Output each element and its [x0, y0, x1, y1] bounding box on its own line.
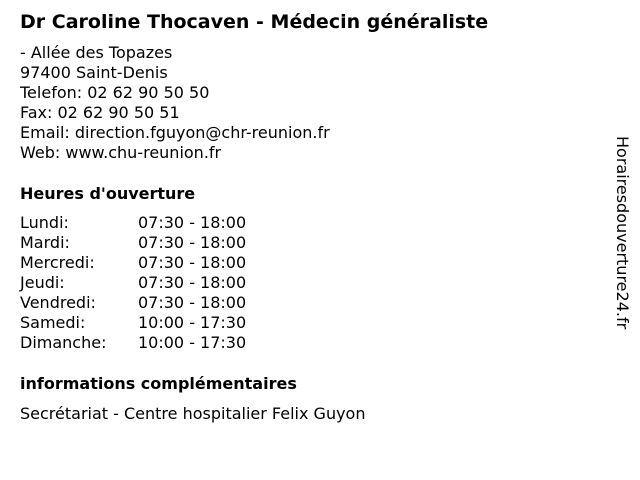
hours-time: 07:30 - 18:00: [138, 273, 247, 292]
hours-row: [20, 333, 280, 353]
address-street: - Allée des Topazes: [20, 43, 173, 62]
hours-row: [20, 253, 280, 273]
contact-block: [20, 43, 330, 163]
hours-time: 07:30 - 18:00: [138, 293, 247, 312]
hours-day: Dimanche:: [20, 333, 107, 352]
hours-row: [20, 313, 280, 333]
website-text: Web: www.chu-reunion.fr: [20, 143, 222, 162]
email-text: Email: direction.fguyon@chr-reunion.fr: [20, 123, 330, 142]
page-title: Dr Caroline Thocaven - Médecin généraliste: [20, 11, 489, 33]
opening-hours-table: [20, 213, 280, 353]
fax-text: Fax: 02 62 90 50 51: [20, 103, 180, 122]
hours-time: 10:00 - 17:30: [138, 333, 247, 352]
hours-time: 07:30 - 18:00: [138, 253, 247, 272]
hours-day: Lundi:: [20, 213, 69, 232]
hours-day: Mardi:: [20, 233, 70, 252]
additional-info-text: Secrétariat - Centre hospitalier Felix Guyon: [20, 404, 366, 423]
hours-row: [20, 273, 280, 293]
additional-info-heading: informations complémentaires: [20, 374, 297, 393]
site-watermark-text: Horairesdouverture24.fr: [613, 136, 632, 330]
address-city: 97400 Saint-Denis: [20, 63, 168, 82]
hours-day: Mercredi:: [20, 253, 95, 272]
hours-time: 07:30 - 18:00: [138, 233, 247, 252]
hours-day: Vendredi:: [20, 293, 96, 312]
hours-day: Jeudi:: [20, 273, 65, 292]
hours-row: [20, 213, 280, 233]
hours-row: [20, 293, 280, 313]
opening-hours-heading: Heures d'ouverture: [20, 184, 196, 203]
hours-time: 10:00 - 17:30: [138, 313, 247, 332]
hours-day: Samedi:: [20, 313, 86, 332]
hours-row: [20, 233, 280, 253]
hours-time: 07:30 - 18:00: [138, 213, 247, 232]
phone-text: Telefon: 02 62 90 50 50: [20, 83, 210, 102]
